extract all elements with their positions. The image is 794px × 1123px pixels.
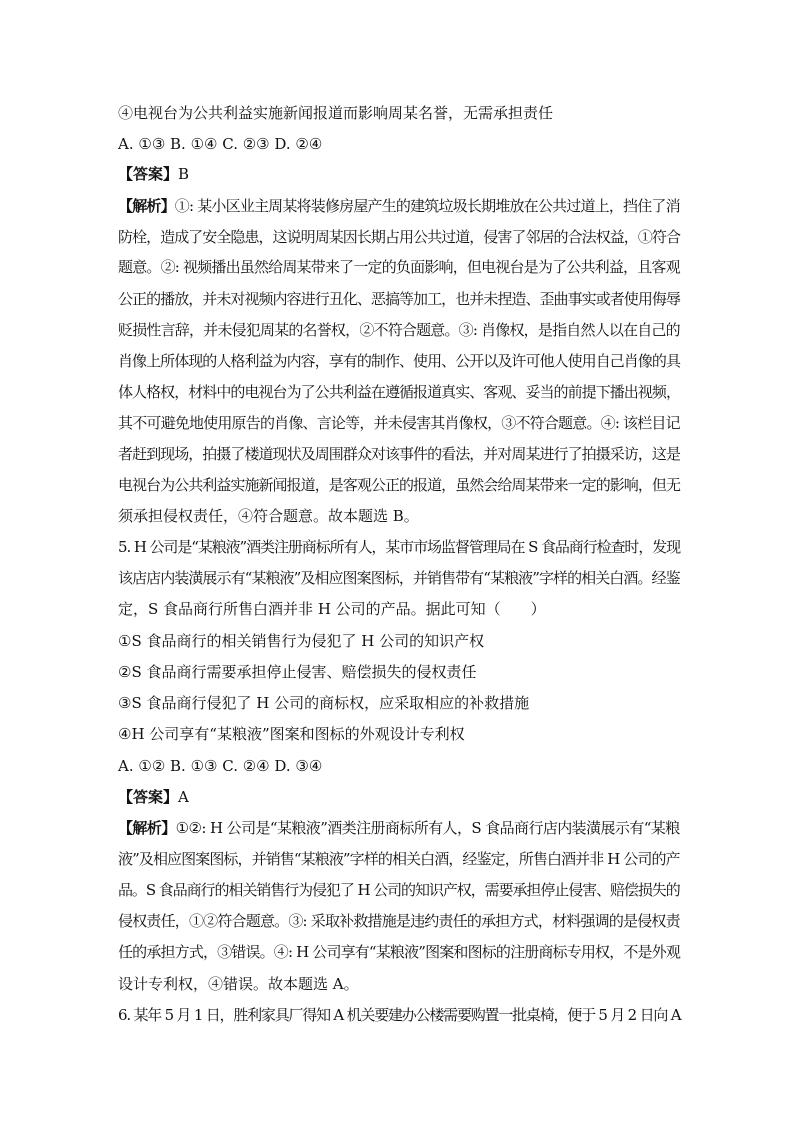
q5-option-4: ④H 公司享有“某粮液”图案和图标的外观设计专利权 bbox=[118, 725, 465, 743]
q6-stem-line: 6. 某年 5 月 1 日，胜利家具厂得知 A 机关要建办公楼需要购置一批桌椅，便于 5 月 2 日向 A bbox=[118, 1006, 681, 1024]
q4-choices: A. ①③ B. ①④ C. ②③ D. ②④ bbox=[118, 135, 323, 153]
answer-value: B bbox=[178, 165, 190, 183]
q4-analysis-line: 其不可避免地使用原告的肖像、言论等，并未侵害其肖像权，③不符合题意。④: 该栏目记 bbox=[118, 414, 680, 432]
q5-analysis-line: 任的承担方式，③错误。④: H 公司享有“某粮液”图案和图标的注册商标专用权，不是外观 bbox=[118, 943, 681, 961]
answer-value: A bbox=[178, 788, 189, 806]
q5-analysis-line: 品。S 食品商行的相关销售行为侵犯了 H 公司的知识产权，需要承担停止侵害、赔偿损失的 bbox=[118, 881, 680, 899]
q4-analysis-line: 者赶到现场，拍摄了楼道现状及周围群众对该事件的看法，并对周某进行了拍摄采访，这是 bbox=[118, 445, 681, 463]
q5-analysis-line: 【解析】①②: H 公司是“某粮液”酒类注册商标所有人，S 食品商行店内装潢展示有“某粮 bbox=[118, 819, 680, 837]
q4-analysis-line: 须承担侵权责任，④符合题意。故本题选 B。 bbox=[118, 507, 419, 525]
q5-stem-line: 5. H 公司是“某粮液”酒类注册商标所有人，某市市场监督管理局在 S 食品商行检查时，发现 bbox=[118, 538, 681, 556]
analysis-label: 【解析】 bbox=[118, 819, 176, 837]
q4-answer bbox=[118, 164, 189, 184]
q5-option-1: ①S 食品商行的相关销售行为侵犯了 H 公司的知识产权 bbox=[118, 632, 485, 650]
q4-analysis-line: 防栓，造成了安全隐患，这说明周某因长期占用公共过道，侵害了邻居的合法权益，①符合 bbox=[118, 228, 681, 246]
q5-stem-line: 定，S 食品商行所售白酒并非 H 公司的产品。据此可知（ ） bbox=[118, 600, 546, 618]
q5-option-2: ②S 食品商行需要承担停止侵害、赔偿损失的侵权责任 bbox=[118, 663, 477, 681]
q4-option-4: ④电视台为公共利益实施新闻报道而影响周某名誉，无需承担责任 bbox=[118, 104, 554, 122]
answer-label: 【答案】 bbox=[118, 165, 179, 183]
analysis-label: 【解析】 bbox=[118, 197, 175, 215]
q5-option-3: ③S 食品商行侵犯了 H 公司的商标权，应采取相应的补救措施 bbox=[118, 694, 530, 712]
q5-analysis-line: 设计专利权，④错误。故本题选 A。 bbox=[118, 975, 359, 993]
q4-analysis-line: 贬损性言辞，并未侵犯周某的名誉权，②不符合题意。③: 肖像权，是指自然人以在自己的 bbox=[118, 321, 680, 339]
q5-analysis-line: 侵权责任，①②符合题意。③: 采取补救措施是违约责任的承担方式，材料强调的是侵权责 bbox=[118, 912, 680, 930]
q4-analysis-line: 体人格权，材料中的电视台为了公共利益在遵循报道真实、客观、妥当的前提下播出视频， bbox=[118, 383, 681, 401]
q4-analysis-line: 电视台为公共利益实施新闻报道，是客观公正的报道，虽然会给周某带来一定的影响，但无 bbox=[118, 476, 681, 494]
q4-analysis-line: 公正的播放，并未对视频内容进行丑化、恶搞等加工，也并未捏造、歪曲事实或者使用侮辱 bbox=[118, 290, 681, 308]
q5-analysis-line: 液”及相应图案图标，并销售“某粮液”字样的相关白酒，经鉴定，所售白酒并非 H 公司的产 bbox=[118, 850, 680, 868]
q5-choices: A. ①② B. ①③ C. ②④ D. ③④ bbox=[118, 757, 323, 775]
answer-label: 【答案】 bbox=[118, 788, 179, 806]
q4-analysis-line: 肖像上所体现的人格利益为内容，享有的制作、使用、公开以及许可他人使用自己肖像的具 bbox=[118, 352, 681, 370]
q4-analysis-line: 题意。②: 视频播出虽然给周某带来了一定的负面影响，但电视台是为了公共利益，且客观 bbox=[118, 258, 680, 276]
q5-stem-line: 该店店内装潢展示有“某粮液”及相应图案图标，并销售带有“某粮液”字样的相关白酒。经鉴 bbox=[118, 569, 680, 587]
q4-analysis-line: 【解析】①: 某小区业主周某将装修房屋产生的建筑垃圾长期堆放在公共过道上，挡住了消 bbox=[118, 197, 680, 215]
q5-answer bbox=[118, 787, 189, 807]
